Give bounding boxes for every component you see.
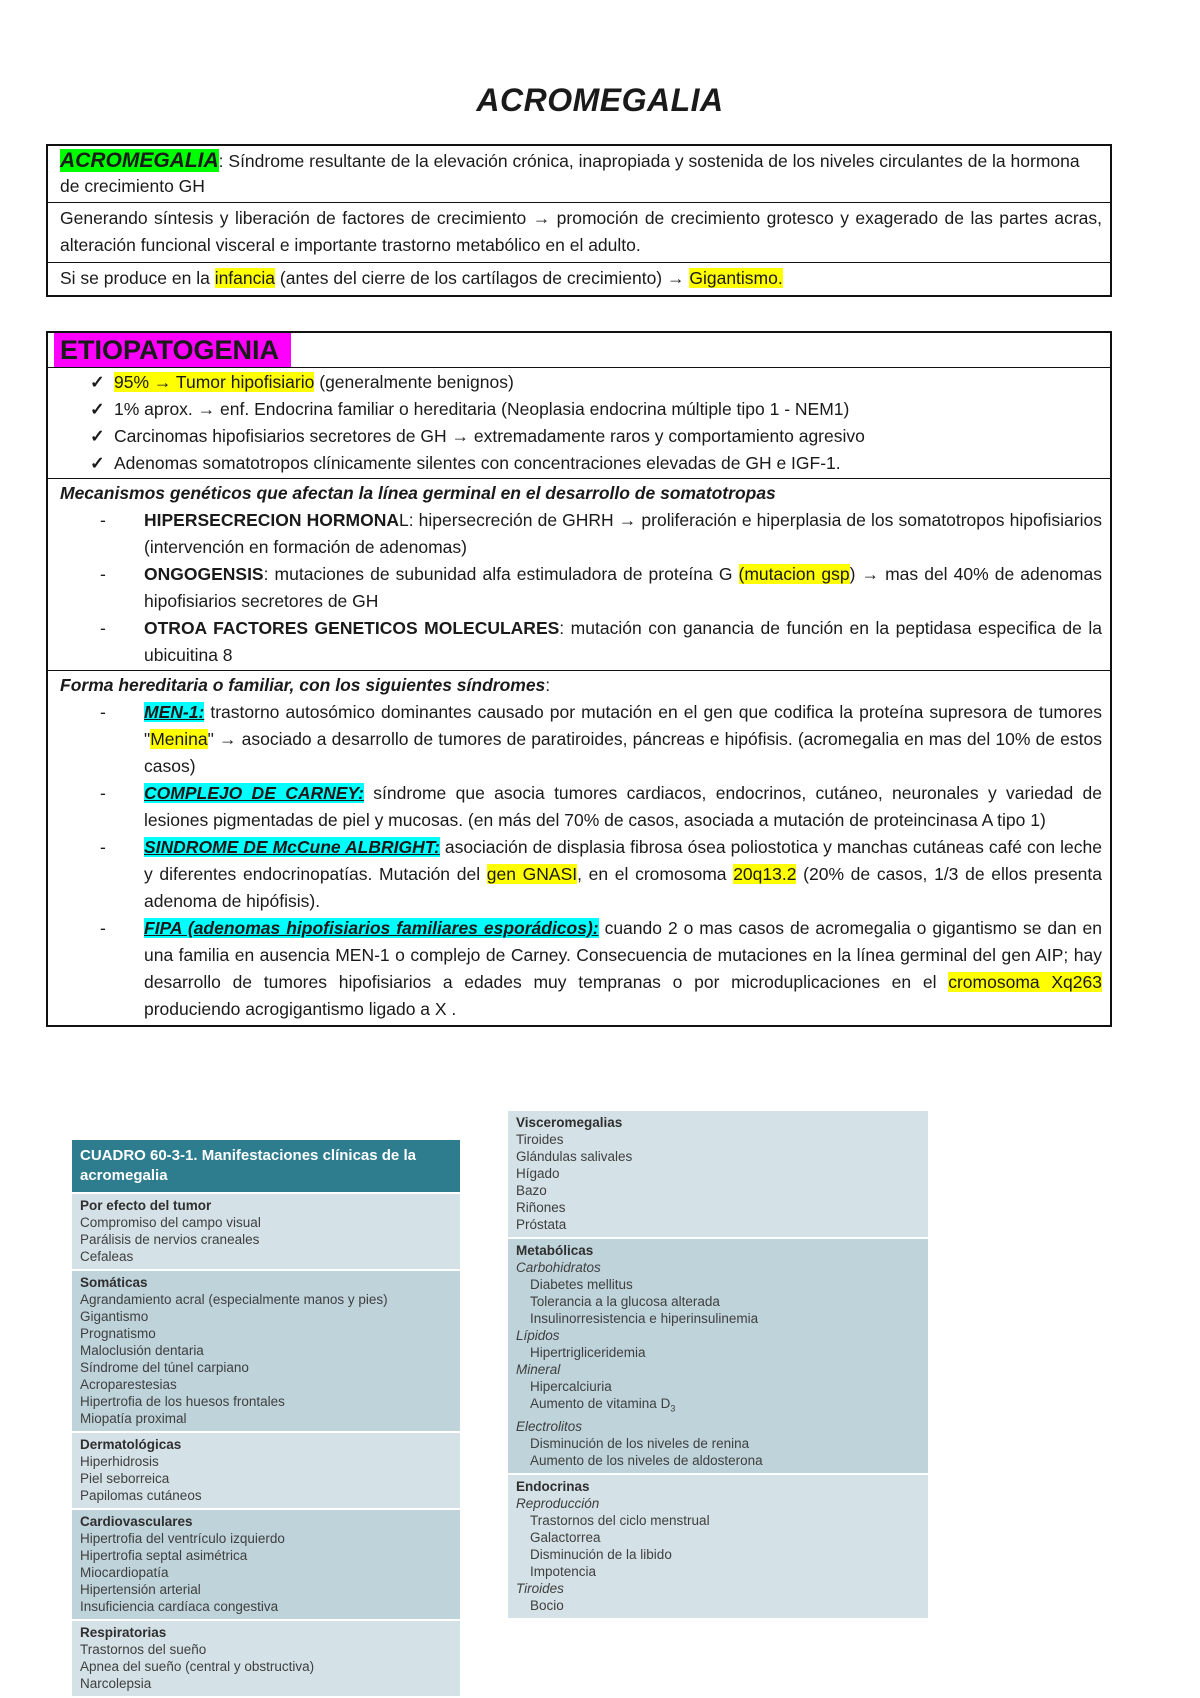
list-item — [100, 699, 1102, 780]
section-title: Respiratorias — [80, 1625, 167, 1640]
list-item: Hipertrofia septal asimétrica — [80, 1548, 248, 1563]
mechanism-text: : mutaciones de subunidad alfa estimuladora de proteína G — [263, 564, 739, 584]
childhood-text-a: Si se produce en la — [60, 268, 215, 288]
syndrome-text: (20% de casos, 1/3 de ellos presenta adenoma de hipófisis). — [144, 864, 1103, 911]
list-item: Agrandamiento acral (especialmente manos y pies) — [80, 1292, 388, 1307]
list-item: Acroparestesias — [80, 1377, 177, 1392]
gigantism-highlight: Gigantismo. — [689, 268, 783, 288]
list-item — [100, 780, 1102, 834]
dash-marker: - — [100, 918, 106, 938]
subsection-title: Carbohidratos — [516, 1260, 601, 1275]
list-item — [90, 450, 1102, 477]
section-title: Visceromegalias — [516, 1115, 623, 1130]
list-item: Hipertensión arterial — [80, 1582, 201, 1597]
syndrome-text: cuando 2 o mas casos de acromegalia o gigantismo se dan en una familia en ausencia MEN-1 o complejo de Carney. Consecuencia de mutaciones en la línea germinal del gen AIP; hay desarrollo de tumores hipofisiarios a edades muy tempranas o por microduplicaciones en el — [144, 918, 1102, 992]
list-item: Trastornos del sueño — [80, 1642, 207, 1657]
list-item: Hipercalciuria — [530, 1379, 612, 1394]
list-item — [90, 423, 1102, 450]
list-item: Gigantismo — [80, 1309, 149, 1324]
definition-row — [48, 146, 1110, 202]
list-item: Parálisis de nervios craneales — [80, 1232, 260, 1247]
definition-box — [46, 144, 1112, 297]
mechanism-text: L: hipersecreción de GHRH → proliferación e hiperplasia de los somatotropos hipofisiarios (intervención en formación de adenomas) — [144, 510, 1102, 557]
causes-list — [60, 369, 1102, 477]
mechanism-title: HIPERSECRECION HORMONA — [144, 510, 399, 530]
manifestations-table-right — [508, 1111, 928, 1618]
hereditary-heading: Forma hereditaria o familiar, con los siguientes síndromes — [60, 675, 546, 695]
list-item: Narcolepsia — [80, 1676, 152, 1691]
check-icon: ✓ — [90, 453, 105, 473]
subsection-title: Lípidos — [516, 1328, 560, 1343]
etiopathogenesis-heading: ETIOPATOGENIA — [54, 333, 291, 367]
list-item: Disminución de la libido — [530, 1546, 672, 1562]
list-item: Hígado — [516, 1166, 560, 1181]
childhood-text-b: (antes del cierre de los cartílagos de crecimiento) → — [275, 268, 690, 288]
check-icon: ✓ — [90, 426, 105, 446]
list-item: Compromiso del campo visual — [80, 1215, 261, 1230]
list-item: Síndrome del túnel carpiano — [80, 1360, 249, 1375]
list-item: Glándulas salivales — [516, 1149, 633, 1164]
section-items — [516, 1276, 920, 1327]
syndromes-list — [60, 699, 1102, 1023]
subsection-title: Tiroides — [516, 1580, 564, 1596]
mutation-highlight: (mutacion gsp — [738, 564, 850, 584]
list-item: Trastornos del ciclo menstrual — [530, 1512, 710, 1528]
table-section — [72, 1431, 460, 1508]
dash-marker: - — [100, 618, 106, 638]
syndrome-text: síndrome que asocia tumores cardiacos, endocrinos, cutáneo, neuronales y variedad de lesiones pigmentadas de piel y mucosas. (en más del 70% de casos, asociada a mutación de proteincinasa A tipo 1) — [144, 783, 1102, 830]
section-title: Por efecto del tumor — [80, 1198, 212, 1213]
list-item: Aumento de los niveles de aldosterona — [530, 1452, 763, 1468]
hereditary-row — [48, 670, 1110, 1025]
definition-growth-text: Generando síntesis y liberación de factores de crecimiento → promoción de crecimiento grotesco y exagerado de las partes acras, alteración funcional visceral e importante trastorno metabólico en el adulto. — [60, 208, 1102, 255]
table-section — [72, 1619, 460, 1696]
hereditary-colon: : — [545, 675, 551, 695]
subsection-title: Reproducción — [516, 1495, 600, 1511]
table-section — [508, 1111, 928, 1237]
list-item: Disminución de los niveles de renina — [530, 1435, 750, 1451]
list-item: Bocio — [530, 1597, 564, 1613]
childhood-highlight: infancia — [214, 268, 276, 288]
cause-text: (generalmente benignos) — [314, 372, 514, 392]
table-caption: CUADRO 60-3-1. Manifestaciones clínicas de la acromegalia — [72, 1140, 460, 1192]
list-item: Hipertrigliceridemia — [530, 1345, 646, 1360]
list-item: Insulinorresistencia e hiperinsulinemia — [530, 1311, 759, 1326]
list-item: Riñones — [516, 1200, 566, 1215]
cause-text: Carcinomas hipofisiarios secretores de GH → extremadamente raros y comportamiento agresivo — [114, 426, 865, 446]
definition-row-2 — [48, 202, 1110, 262]
section-title: Endocrinas — [516, 1478, 590, 1494]
list-item: Hipertrofia del ventrículo izquierdo — [80, 1531, 285, 1546]
chromosome-highlight: cromosoma Xq263 — [948, 972, 1102, 992]
section-items — [516, 1344, 920, 1361]
mechanism-text: : mutación con ganancia de función en la peptidasa especifica de la ubicuitina 8 — [144, 618, 1102, 665]
list-item: Diabetes mellitus — [530, 1277, 633, 1292]
check-icon: ✓ — [90, 399, 105, 419]
list-item: Hipertrofia de los huesos frontales — [80, 1394, 285, 1409]
list-item — [100, 834, 1102, 915]
list-item: Tiroides — [516, 1132, 564, 1147]
cause-text: 1% aprox. → enf. Endocrina familiar o hereditaria (Neoplasia endocrina múltiple tipo 1 - NEM1) — [114, 399, 850, 419]
section-title: Cardiovasculares — [80, 1514, 193, 1529]
manifestations-table-left — [72, 1140, 460, 1696]
definition-text: : Síndrome resultante de la elevación crónica, inapropiada y sostenida de los niveles circulantes de la hormona de crecimiento GH — [60, 151, 1080, 196]
list-item: Bazo — [516, 1183, 547, 1198]
definition-term: ACROMEGALIA — [60, 149, 219, 172]
subsection-title: Electrolitos — [516, 1418, 583, 1434]
dash-marker: - — [100, 510, 106, 530]
list-item: Galactorrea — [530, 1529, 601, 1545]
list-item — [100, 507, 1102, 561]
hereditary-heading-line — [60, 672, 1102, 699]
list-item — [100, 615, 1102, 669]
list-item: Insuficiencia cardíaca congestiva — [80, 1599, 279, 1614]
syndrome-title: FIPA (adenomas hipofisiarios familiares esporádicos): — [144, 918, 599, 938]
page-title: ACROMEGALIA — [476, 82, 724, 118]
item-text: Aumento de vitamina D — [530, 1396, 671, 1411]
section-items — [516, 1131, 920, 1233]
chromosome-highlight: 20q13.2 — [733, 864, 797, 884]
mechanism-title: OTROA FACTORES GENETICOS MOLECULARES — [144, 618, 560, 638]
list-item: Miocardiopatía — [80, 1565, 169, 1580]
list-item — [100, 915, 1102, 1023]
syndrome-title: COMPLEJO DE CARNEY: — [144, 783, 364, 803]
subscript: 3 — [670, 1403, 676, 1414]
list-item: Papilomas cutáneos — [80, 1488, 202, 1503]
list-item: Tolerancia a la glucosa alterada — [530, 1294, 720, 1309]
dash-marker: - — [100, 837, 106, 857]
dash-marker: - — [100, 783, 106, 803]
list-item: Apnea del sueño (central y obstructiva) — [80, 1659, 315, 1674]
syndrome-title: SINDROME DE McCune ALBRIGHT: — [144, 837, 440, 857]
genetic-mechanisms-list — [60, 507, 1102, 669]
etiopathogenesis-heading-row — [48, 333, 1110, 367]
genetic-mechanisms-heading: Mecanismos genéticos que afectan la línea germinal en el desarrollo de somatotropas — [60, 483, 776, 503]
list-item — [90, 369, 1102, 396]
syndrome-title: MEN-1: — [144, 702, 205, 722]
table-section — [72, 1192, 460, 1269]
syndrome-text: , en el cromosoma — [577, 864, 734, 884]
list-item — [530, 1395, 920, 1418]
section-items — [516, 1512, 920, 1580]
list-item: Miopatía proximal — [80, 1411, 187, 1426]
list-item: Próstata — [516, 1217, 567, 1232]
list-item: Hiperhidrosis — [80, 1454, 159, 1469]
list-item: Piel seborreica — [80, 1471, 170, 1486]
syndrome-text: " → asociado a desarrollo de tumores de paratiroides, páncreas e hipófisis. (acromegalia en mas del 10% de estos casos) — [144, 729, 1102, 776]
dash-marker: - — [100, 702, 106, 722]
gene-highlight: gen GNASI — [486, 864, 578, 884]
table-section — [72, 1508, 460, 1619]
list-item — [90, 396, 1102, 423]
cause-text: Adenomas somatotropos clínicamente silentes con concentraciones elevadas de GH e IGF-1. — [114, 453, 841, 473]
section-items — [516, 1597, 920, 1614]
section-title: Metabólicas — [516, 1243, 594, 1258]
cause-highlight: 95% → Tumor hipofisiario — [114, 372, 315, 392]
syndrome-text: trastorno autosómico dominantes causado por mutación en el gen que codifica la proteína supresora de tumores " — [144, 702, 1102, 749]
definition-row-3 — [48, 262, 1110, 295]
list-item: Maloclusión dentaria — [80, 1343, 204, 1358]
check-icon: ✓ — [90, 372, 105, 392]
section-items — [516, 1378, 920, 1418]
section-title: Dermatológicas — [80, 1437, 182, 1452]
section-items — [516, 1435, 920, 1469]
syndrome-text: produciendo acrogigantismo ligado a X . — [144, 999, 457, 1019]
table-section — [72, 1269, 460, 1431]
subsection-title: Mineral — [516, 1362, 561, 1377]
menina-highlight: Menina — [150, 729, 208, 749]
mechanism-title: ONGOGENSIS — [144, 564, 264, 584]
syndrome-text: asociación de displasia fibrosa ósea poliostotica y manchas cutáneas café con leche y diferentes endocrinopatías. Mutación del — [144, 837, 1102, 884]
causes-row — [48, 367, 1110, 478]
table-section — [508, 1237, 928, 1473]
table-left-sections — [72, 1192, 460, 1696]
genetic-mechanisms-row — [48, 478, 1110, 670]
etiopathogenesis-box — [46, 331, 1112, 1027]
mechanism-text: ) → mas del 40% de adenomas hipofisiarios secretores de GH — [144, 564, 1102, 611]
section-title: Somáticas — [80, 1275, 148, 1290]
list-item: Impotencia — [530, 1563, 597, 1579]
list-item: Prognatismo — [80, 1326, 156, 1341]
list-item — [100, 561, 1102, 615]
table-section — [508, 1473, 928, 1618]
dash-marker: - — [100, 564, 106, 584]
list-item: Cefaleas — [80, 1249, 134, 1264]
